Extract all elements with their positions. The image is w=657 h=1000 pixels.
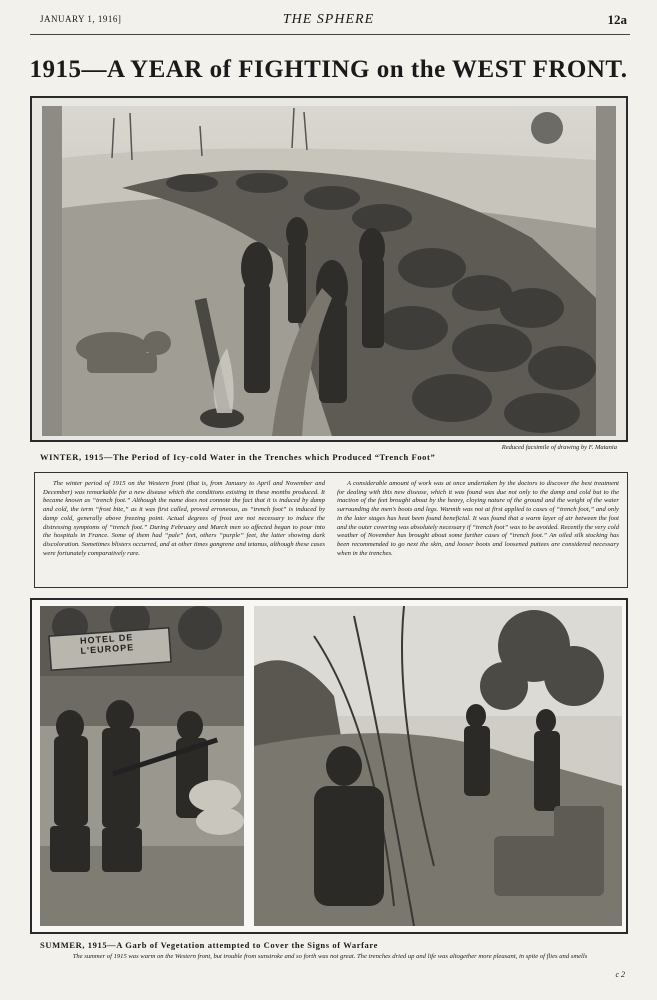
issue-date: JANUARY 1, 1916] [40, 14, 122, 24]
summer-description: The summer of 1915 was warm on the Western front, but trouble from sunstroke and so forth was not great. The trenches dried up and life was altogether more pleasant, in spite of flies and smells [72, 953, 588, 960]
article-text-box [34, 472, 628, 588]
header-rule [30, 34, 630, 35]
illustration-credit: Reduced facsimile of drawing by F. Matania [501, 444, 617, 451]
signature-mark: c 2 [615, 970, 625, 979]
article-left-column: The winter period of 1915 on the Western front (that is, from January to April and November and December) was remarkable for a new disease which the conditions existing in these months produced. It became known as “trench foot.” Although the name does not connote the fact that it is induced by damp and cold, the term “frost bite,” as it was first called, proved erroneous, as “trench foot” is induced by damp cold, generally above freezing point. Actual degrees of frost are not necessary to induce the distressing symptoms of “trench foot.” During February and March men so affected began to pour into the hospitals in France. Some of them had “pale” feet, others “purple” feet, the latter showing dark discoloration. Sometimes blisters occurred, and at other times gangrene and tetanus, although these cases were fortunately comparatively rare. [43, 480, 325, 557]
winter-trench-illustration [30, 96, 628, 442]
article-right-column: A considerable amount of work was at once undertaken by the doctors to discover the best treatment for dealing with this new disease, which it was found was due not only to the damp and cold but to the inaction of the feet brought about by the heavy, cloying nature of the ground and the weight of the water surrounding the men's boots and legs. Warmth was not at first applied to cases of “trench foot,” and only in the later stages has heat been found beneficial. It was found that a warm layer of air between the foot and the outer covering was absolutely necessary if “trench foot” was to be avoided. Recently the very cold weather of November has brought about some further cases of “trench foot.” An oiled silk stocking has been recommended to go next the skin, and looser boots and loosened puttees are considered necessary when in the trenches. [337, 480, 619, 557]
summer-caption: SUMMER, 1915—A Garb of Vegetation attempted to Cover the Signs of Warfare [40, 940, 378, 950]
vegetation-trench-photo [254, 606, 622, 926]
page-headline: 1915—A YEAR of FIGHTING on the WEST FRONT. [29, 56, 628, 83]
page-number: 12a [607, 12, 627, 27]
winter-caption: WINTER, 1915—The Period of Icy-cold Water in the Trenches which Produced “Trench Foot” [40, 452, 436, 462]
publication-title: THE SPHERE [282, 12, 375, 27]
hotel-sign-text: HOTEL DE L'EUROPE [79, 632, 135, 656]
